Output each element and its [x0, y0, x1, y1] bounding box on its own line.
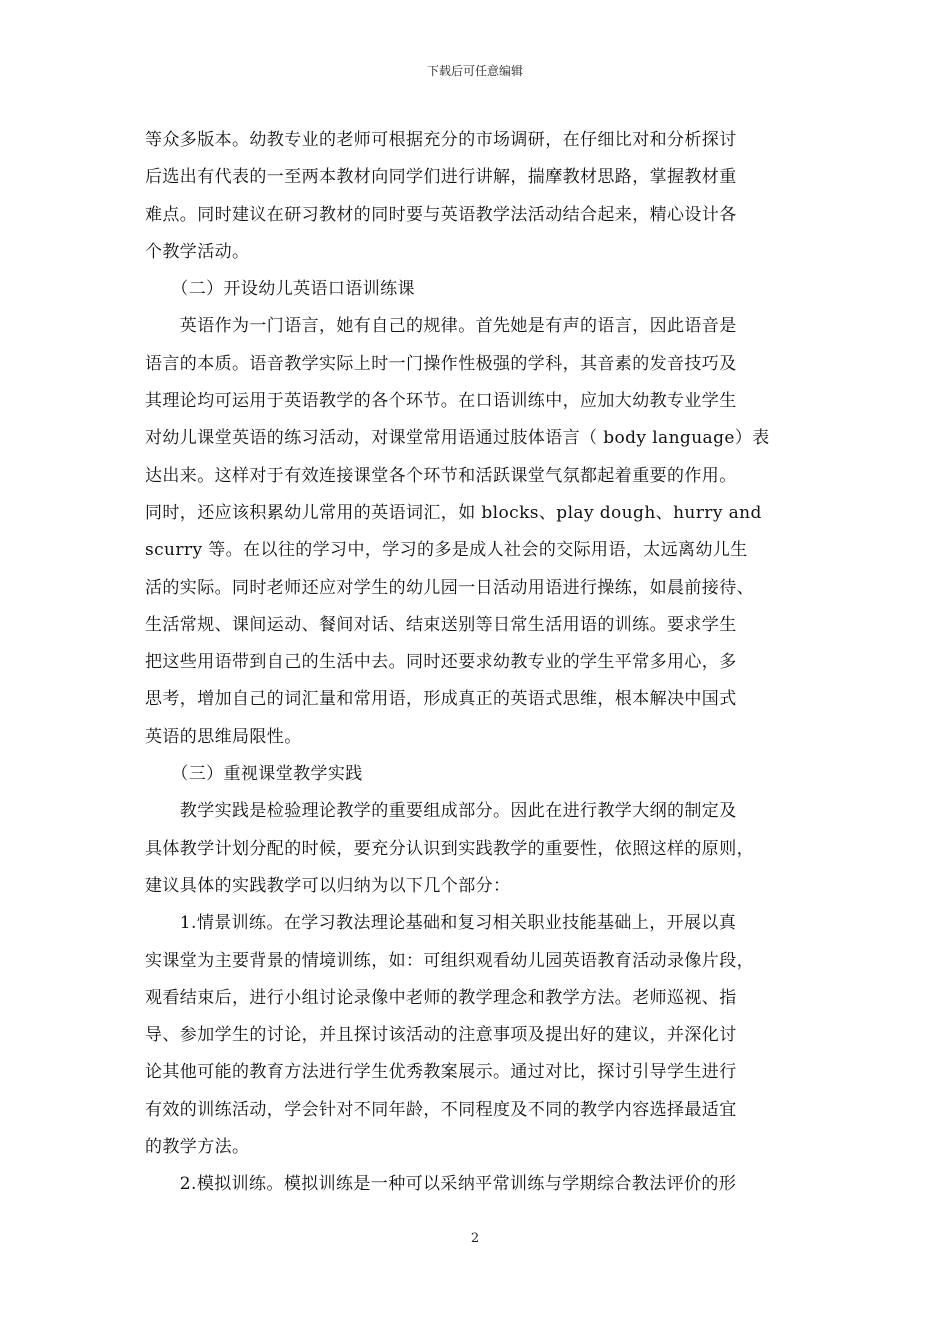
text-line: 其理论均可运用于英语教学的各个环节。在口语训练中，应加大幼教专业学生 [145, 391, 737, 412]
text-line: 具体教学计划分配的时候，要充分认识到实践教学的重要性，依照这样的原则， [145, 838, 754, 859]
text-line: 个教学活动。 [145, 241, 250, 262]
document-body [145, 122, 807, 1204]
page-header: 下载后可任意编辑 [426, 64, 523, 78]
text-line: scurry 等。在以往的学习中，学习的多是成人社会的交际用语，太远离幼儿生 [145, 540, 748, 561]
text-line: 2.模拟训练。模拟训练是一种可以采纳平常训练与学期综合教法评价的形 [145, 1174, 737, 1195]
text-line: 观看结束后，进行小组讨论录像中老师的教学理念和教学方法。老师巡视、指 [145, 987, 737, 1008]
text-line: 1.情景训练。在学习教法理论基础和复习相关职业技能基础上，开展以真 [145, 913, 737, 934]
text-line: 把这些用语带到自己的生活中去。同时还要求幼教专业的学生平常多用心，多 [145, 652, 737, 673]
text-line: 语言的本质。语音教学实际上时一门操作性极强的学科，其音素的发音技巧及 [145, 353, 737, 374]
text-line: 活的实际。同时老师还应对学生的幼儿园一日活动用语进行操练，如晨前接待、 [145, 577, 754, 598]
text-line: 同时，还应该积累幼儿常用的英语词汇，如 blocks、play dough、hurry and [145, 502, 762, 523]
text-line: 生活常规、课间运动、餐间对话、结束送别等日常生活用语的训练。要求学生 [145, 614, 737, 635]
text-line: 达出来。这样对于有效连接课堂各个环节和活跃课堂气氛都起着重要的作用。 [145, 465, 737, 486]
text-line: 后选出有代表的一至两本教材向同学们进行讲解，揣摩教材思路，掌握教材重 [145, 167, 737, 188]
text-line: 导、参加学生的讨论，并且探讨该活动的注意事项及提出好的建议，并深化讨 [145, 1025, 737, 1046]
section-heading: （三）重视课堂教学实践 [145, 764, 363, 785]
text-line: 难点。同时建议在研习教材的同时要与英语教学法活动结合起来，精心设计各 [145, 204, 737, 225]
text-line: 英语的思维局限性。 [145, 726, 302, 747]
text-line: 英语作为一门语言，她有自己的规律。首先她是有声的语言，因此语音是 [145, 316, 737, 337]
text-line: 建议具体的实践教学可以归纳为以下几个部分： [145, 875, 511, 896]
text-line: 有效的训练活动，学会针对不同年龄，不同程度及不同的教学内容选择最适宜 [145, 1099, 737, 1120]
text-line: 思考，增加自己的词汇量和常用语，形成真正的英语式思维，根本解决中国式 [145, 689, 737, 710]
text-line: 教学实践是检验理论教学的重要组成部分。因此在进行教学大纲的制定及 [145, 801, 737, 822]
text-line: 实课堂为主要背景的情境训练，如：可组织观看幼儿园英语教育活动录像片段， [145, 950, 754, 971]
page-number: 2 [470, 1231, 480, 1246]
text-line: 论其他可能的教育方法进行学生优秀教案展示。通过对比，探讨引导学生进行 [145, 1062, 737, 1083]
text-line: 等众多版本。幼教专业的老师可根据充分的市场调研，在仔细比对和分析探讨 [145, 130, 737, 150]
text-line: 的教学方法。 [145, 1137, 250, 1158]
text-line: 对幼儿课堂英语的练习活动，对课堂常用语通过肢体语言（ body language）表 [145, 428, 770, 449]
section-heading: （二）开设幼儿英语口语训练课 [145, 279, 415, 300]
